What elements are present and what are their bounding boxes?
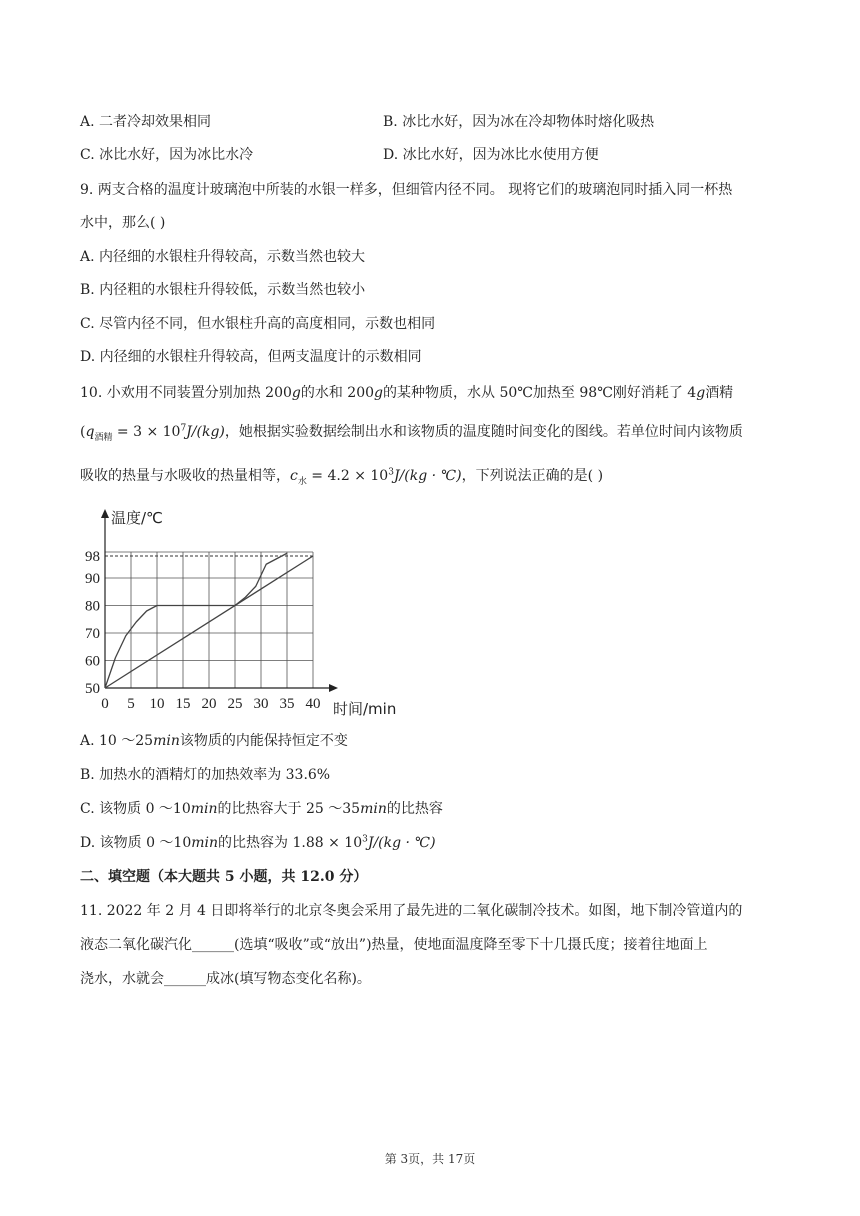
q11-line2: 液态二氧化碳汽化______(选填“吸收”或“放出”)热量，使地面温度降至零下十几摄氏度；接着往地面上 [80, 937, 708, 953]
x-tick-label: 15 [175, 696, 191, 712]
q9-option-a: A. 内径细的水银柱升得较高，示数当然也较大 [80, 249, 366, 265]
y-tick-label: 60 [85, 653, 100, 670]
x-tick-label: 0 [101, 696, 109, 712]
x-axis-label: 时间/min [333, 700, 397, 718]
y-axis-arrow [101, 509, 109, 518]
y-axis-label: 温度/℃ [111, 509, 163, 527]
x-tick-label: 10 [149, 696, 165, 712]
q9-stem-line2: 水中，那么( ) [80, 215, 166, 231]
q9-option-b: B. 内径粗的水银柱升得较低，示数当然也较小 [80, 282, 366, 298]
q8-option-b: B. 冰比水好，因为冰在冷却物体时熔化吸热 [383, 114, 655, 130]
temperature-time-chart [75, 506, 415, 721]
q11-line3: 浇水，水就会______成冰(填写物态变化名称)。 [80, 971, 371, 987]
q10-option-b: B. 加热水的酒精灯的加热效率为 33.6% [80, 767, 331, 783]
x-tick-label: 5 [127, 696, 135, 712]
q8-option-c: C. 冰比水好，因为冰比水冷 [80, 147, 254, 163]
x-tick-label: 30 [253, 696, 269, 712]
y-tick-label: 90 [85, 571, 100, 587]
x-tick-label: 35 [279, 696, 295, 712]
x-tick-label: 20 [201, 696, 217, 712]
q10-option-d: D. 该物质 0 ～10min的比热容为 $1.88 \times 10^3J/(kg$ · ℃) [80, 834, 436, 851]
q11-line1: 11. 2022 年 2 月 4 日即将举行的北京冬奥会采用了最先进的二氧化碳制冷技术。如图，地下制冷管道内的 [80, 903, 743, 919]
q10-stem-line2: ($q_{酒精} = 3 \times 10^7J/(kg)$，她根据实验数据绘制出水和该物质的温度随时间变化的图线。若单位时间内该物质 [80, 423, 743, 443]
q9-option-d: D. 内径细的水银柱升得较高，但两支温度计的示数相同 [80, 349, 422, 365]
q9-option-c: C. 尽管内径不同，但水银柱升高的高度相同，示数也相同 [80, 316, 436, 332]
y-tick-label: 98 [85, 549, 100, 565]
y-tick-label: 70 [85, 626, 100, 642]
page-footer: 第 3页，共 17页 [384, 1152, 476, 1166]
q8-option-a: A. 二者冷却效果相同 [80, 114, 212, 130]
q10-option-c: C. 该物质 0 ～10min的比热容大于 25 ～35min的比热容 [80, 801, 443, 817]
section-heading: 二、填空题（本大题共 5 小题，共 12.0 分） [80, 869, 368, 885]
q10-stem-line1: 10. 小欢用不同装置分别加热 200g的水和 200g的某种物质，水从 50℃加热至 98℃刚好消耗了 4g酒精 [80, 385, 734, 401]
series-substance-line [105, 553, 287, 688]
y-tick-label: 50 [85, 681, 100, 697]
x-tick-label: 25 [227, 696, 243, 712]
q10-option-a: A. 10 ～25min该物质的内能保持恒定不变 [80, 733, 348, 749]
y-tick-label: 80 [85, 598, 100, 615]
q10-stem-line3: 吸收的热量与水吸收的热量相等，$c_水 = 4.2 \times 10^3J/(kg$ · ℃)，下列说法正确的是( ) [80, 467, 604, 487]
q9-stem-line1: 9. 两支合格的温度计玻璃泡中所装的水银一样多，但细管内径不同。 现将它们的玻璃泡同时插入同一杯热 [80, 182, 733, 198]
x-tick-label: 40 [305, 696, 321, 712]
q8-option-d: D. 冰比水好，因为冰比水使用方便 [383, 147, 599, 163]
x-axis-arrow [329, 684, 338, 692]
